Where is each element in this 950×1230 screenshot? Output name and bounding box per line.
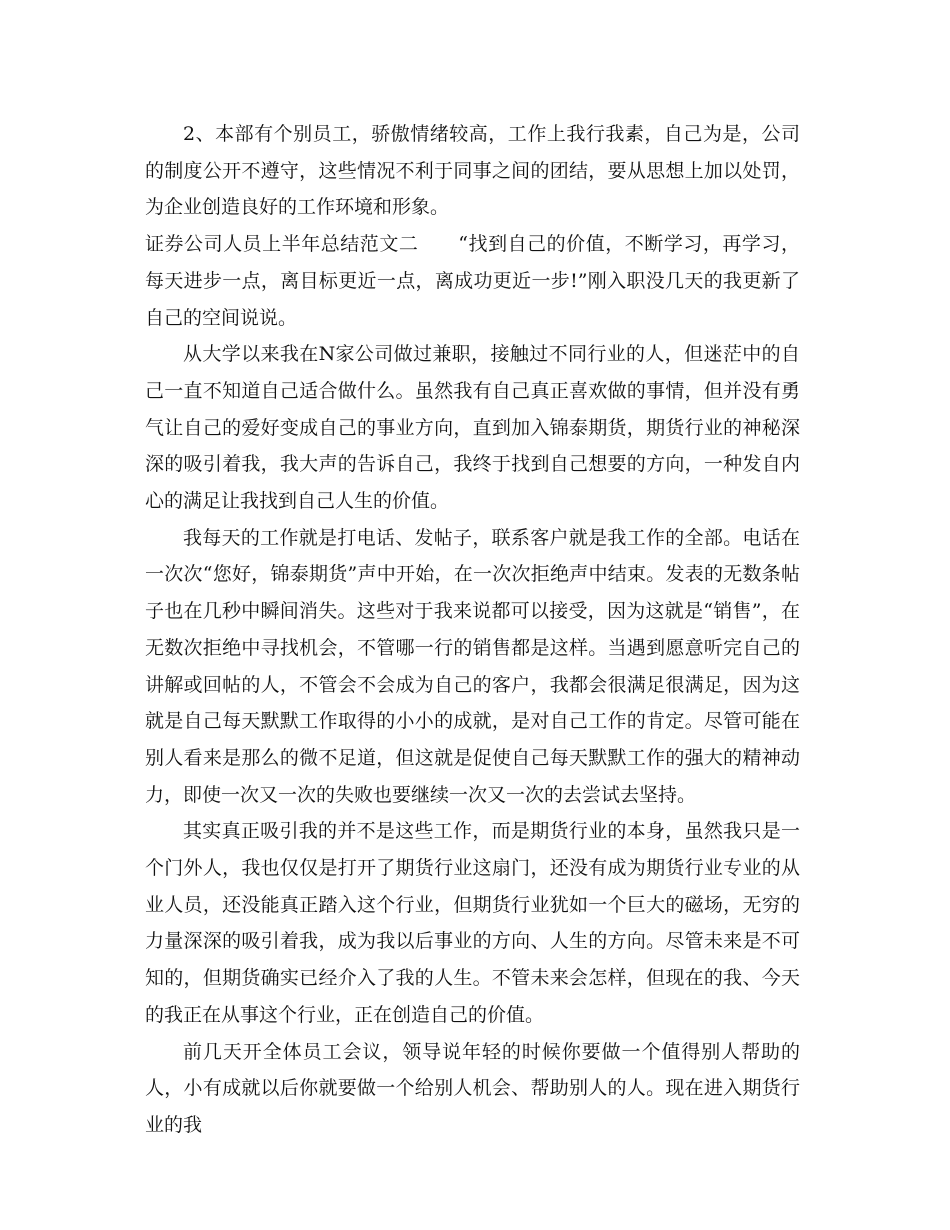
paragraph-6: 前几天开全体员工会议，领导说年轻的时候你要做一个值得别人帮助的人，小有成就以后你就要做一个给别人机会、帮助别人的人。现在进入期货行业的我 (145, 1040, 800, 1136)
section-lead: “找到自己的价值，不断学习，再学习，每天进步一点，离目标更近一点，离成功更近一步!”刚入职没几天的我更新了自己的空间说说。 (145, 233, 800, 329)
paragraph-5: 其实真正吸引我的并不是这些工作，而是期货行业的本身，虽然我只是一个门外人，我也仅仅是打开了期货行业这扇门，还没有成为期货行业专业的从业人员，还没能真正踏入这个行业，但期货行业犹如一个巨大的磁场，无穷的力量深深的吸引着我，成为我以后事业的方向、人生的方向。尽管未来是不可知的，但期货确实已经介入了我的人生。不管未来会怎样，但现在的我、今天的我正在从事这个行业，正在创造自己的价值。 (145, 820, 800, 1026)
section-paragraph (145, 226, 800, 336)
paragraph-1: 2、本部有个别员工，骄傲情绪较高，工作上我行我素，自己为是，公司的制度公开不遵守，这些情况不利于同事之间的团结，要从思想上加以处罚，为企业创造良好的工作环境和形象。 (145, 123, 800, 219)
paragraph-4: 我每天的工作就是打电话、发帖子，联系客户就是我工作的全部。电话在一次次“您好，锦泰期货”声中开始，在一次次拒绝声中结束。发表的无数条帖子也在几秒中瞬间消失。这些对于我来说都可以接受，因为这就是“销售”，在无数次拒绝中寻找机会，不管哪一行的销售都是这样。当遇到愿意听完自己的讲解或回帖的人，不管会不会成为自己的客户，我都会很满足很满足，因为这就是自己每天默默工作取得的小小的成就，是对自己工作的肯定。尽管可能在别人看来是那么的微不足道，但这就是促使自己每天默默工作的强大的精神动力，即使一次又一次的失败也要继续一次又一次的去尝试去坚持。 (145, 526, 800, 806)
section-title: 证券公司人员上半年总结范文二 (145, 233, 419, 256)
document-body (145, 116, 800, 1144)
paragraph-3: 从大学以来我在N家公司做过兼职，接触过不同行业的人，但迷茫中的自己一直不知道自己适合做什么。虽然我有自己真正喜欢做的事情，但并没有勇气让自己的爱好变成自己的事业方向，直到加入锦泰期货，期货行业的神秘深深的吸引着我，我大声的告诉自己，我终于找到自己想要的方向，一种发自内心的满足让我找到自己人生的价值。 (145, 343, 800, 513)
